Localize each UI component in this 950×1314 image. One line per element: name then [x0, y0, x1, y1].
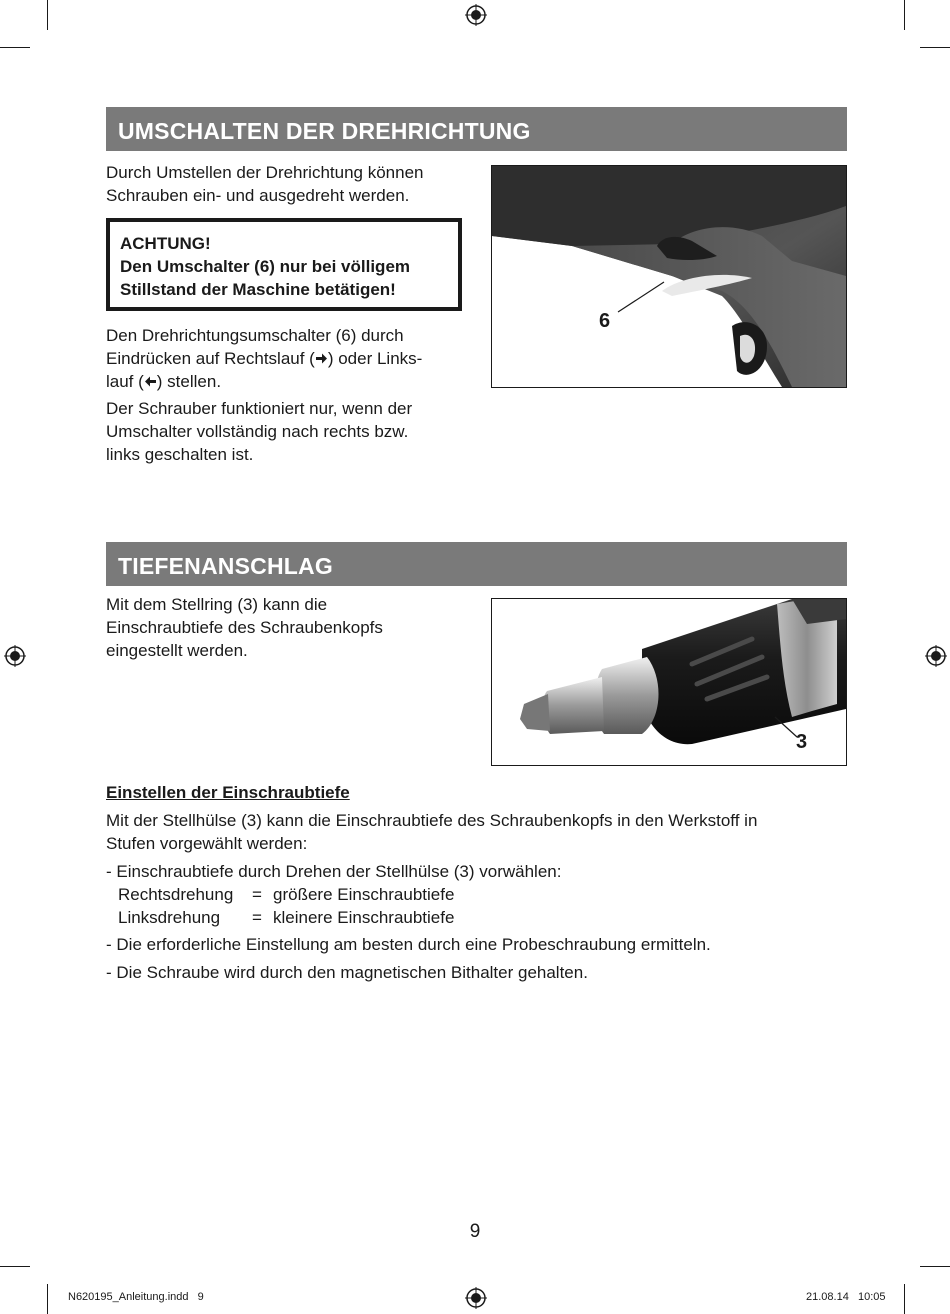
text-line: [106, 347, 422, 370]
photo-depth-stop: [491, 598, 847, 766]
photo-rotation-switch: [491, 165, 847, 388]
text-fragment: Eindrücken auf Rechtslauf (: [106, 349, 315, 368]
text-line: Umschalter vollständig nach rechts bzw.: [106, 422, 409, 441]
crop-mark: [0, 1266, 30, 1267]
drill-switch-illustration: [492, 166, 846, 387]
section-heading-tiefenanschlag: TIEFENANSCHLAG: [106, 542, 847, 586]
text-line: Mit dem Stellring (3) kann die: [106, 595, 328, 614]
text-line: Schrauben ein- und ausgedreht werden.: [106, 186, 410, 205]
registration-mark-icon: [465, 1287, 487, 1309]
screwdriver-tip-illustration: [492, 599, 846, 765]
registration-mark-icon: [4, 645, 26, 667]
crop-mark: [0, 47, 30, 48]
depth-table-row: [118, 883, 454, 906]
crop-mark: [904, 1284, 905, 1314]
crop-mark: [920, 47, 950, 48]
text-line: links geschalten ist.: [106, 445, 254, 464]
warning-line: ACHTUNG!: [120, 234, 211, 253]
footer-file-info: N620195_Anleitung.indd 9: [68, 1291, 204, 1303]
text-fragment: lauf (: [106, 372, 144, 391]
text-fragment: ) stellen.: [156, 372, 222, 391]
section1-para3: [106, 397, 412, 466]
text-line: Durch Umstellen der Drehrichtung können: [106, 163, 424, 182]
crop-mark: [904, 0, 905, 30]
crop-mark: [47, 1284, 48, 1314]
list-item: - Einschraubtiefe durch Drehen der Stellhülse (3) vorwählen:: [106, 862, 562, 881]
depth-table-row: [118, 906, 454, 929]
registration-mark-icon: [925, 645, 947, 667]
value: größere Einschraubtiefe: [273, 885, 455, 904]
registration-mark-icon: [465, 4, 487, 26]
section1-intro: [106, 161, 424, 207]
term: Rechtsdrehung: [118, 885, 234, 904]
text-line: Mit der Stellhülse (3) kann die Einschraubtiefe des Schraubenkopfs in den Werkstoff in: [106, 811, 758, 830]
equals: =: [252, 885, 262, 904]
list-item: - Die erforderliche Einstellung am besten durch eine Probeschraubung ermitteln.: [106, 935, 711, 954]
text-line: eingestellt werden.: [106, 641, 248, 660]
warning-line: Stillstand der Maschine betätigen!: [120, 280, 396, 299]
crop-mark: [47, 0, 48, 30]
crop-mark: [920, 1266, 950, 1267]
text-fragment: ) oder Links-: [327, 349, 423, 368]
warning-line: Den Umschalter (6) nur bei völligem: [120, 257, 411, 276]
section-heading-drehrichtung: UMSCHALTEN DER DREHRICHTUNG: [106, 107, 847, 151]
value: kleinere Einschraubtiefe: [273, 908, 455, 927]
section2-intro: [106, 593, 383, 662]
text-line: [106, 370, 422, 393]
list-item: - Die Schraube wird durch den magnetischen Bithalter gehalten.: [106, 963, 588, 982]
text-line: Der Schrauber funktioniert nur, wenn der: [106, 399, 413, 418]
equals: =: [252, 908, 262, 927]
photo-callout-3: 3: [796, 731, 808, 753]
warning-box: [106, 218, 462, 311]
footer-date-info: 21.08.14 10:05: [806, 1291, 886, 1303]
text-line: Stufen vorgewählt werden:: [106, 834, 308, 853]
section1-para2: [106, 324, 422, 393]
text-line: Den Drehrichtungsumschalter (6) durch: [106, 326, 404, 345]
term: Linksdrehung: [118, 908, 221, 927]
page-number: 9: [469, 1221, 481, 1242]
photo-callout-6: 6: [599, 310, 611, 332]
text-line: Einschraubtiefe des Schraubenkopfs: [106, 618, 383, 637]
arrow-right-icon: [315, 352, 328, 365]
arrow-left-icon: [144, 375, 157, 388]
subheading-einschraubtiefe: Einstellen der Einschraubtiefe: [106, 783, 350, 802]
section2-para: [106, 809, 757, 855]
